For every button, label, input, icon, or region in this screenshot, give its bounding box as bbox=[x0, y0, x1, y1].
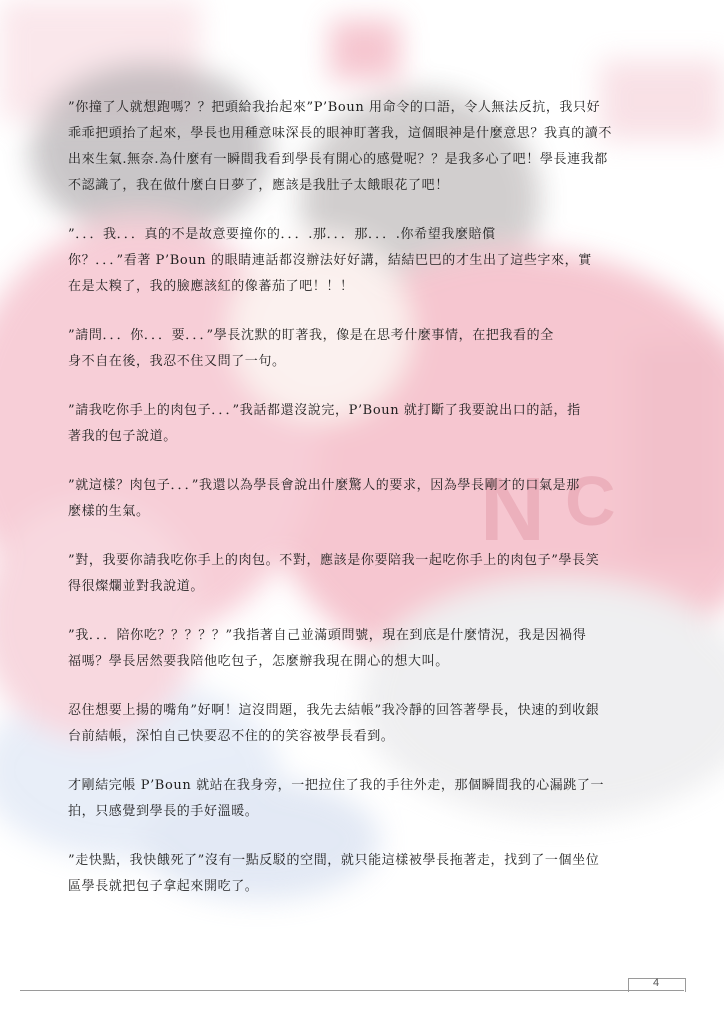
paragraph-3 bbox=[68, 323, 658, 375]
text-line: ”你撞了人就想跑嗎？？把頭給我抬起來”P’Boun 用命令的口語，令人無法反抗，我只好 bbox=[68, 100, 601, 115]
text-line: ”對，我要你請我吃你手上的肉包。不對，應該是你要陪我一起吃你手上的肉包子”學長笑 bbox=[68, 553, 600, 568]
text-line: 才剛結完帳 P’Boun 就站在我身旁，一把拉住了我的手往外走，那個瞬間我的心漏跳了一 bbox=[68, 778, 605, 793]
paragraph-9 bbox=[68, 773, 658, 825]
paragraph-8 bbox=[68, 698, 658, 750]
paragraph-4 bbox=[68, 398, 658, 450]
text-line: 著我的包子說道。 bbox=[68, 429, 177, 444]
paragraph-1 bbox=[68, 95, 658, 199]
text-line: ”請問．．．你．．．要．．．”學長沈默的盯著我，像是在思考什麼事情，在把我看的全 bbox=[68, 328, 554, 343]
text-line: 乖乖把頭抬了起來，學長也用種意味深長的眼神盯著我，這個眼神是什麼意思？我真的讀不 bbox=[68, 126, 613, 141]
text-line: 麼樣的生氣。 bbox=[68, 504, 150, 519]
text-line: ”我．．．陪你吃？？？？？”我指著自己並滿頭問號，現在到底是什麼情況，我是因禍得 bbox=[68, 628, 587, 643]
text-line: 拍，只感覺到學長的手好溫暖。 bbox=[68, 804, 259, 819]
text-line: 在是太糗了，我的臉應該紅的像蕃茄了吧！！！ bbox=[68, 279, 354, 294]
text-line: ”走快點，我快餓死了”沒有一點反駁的空間，就只能這樣被學長拖著走，找到了一個坐位 bbox=[68, 853, 600, 868]
text-line: 出來生氣.無奈.為什麼有一瞬間我看到學長有開心的感覺呢？？是我多心了吧！學長連我都 bbox=[68, 152, 608, 167]
document-body bbox=[68, 95, 658, 923]
page-number: 4 bbox=[652, 977, 660, 989]
text-line: ”就這樣？肉包子．．．”我還以為學長會說出什麼驚人的要求，因為學長剛才的口氣是那 bbox=[68, 478, 580, 493]
paragraph-2 bbox=[68, 222, 658, 300]
paragraph-5 bbox=[68, 473, 658, 525]
text-line: 你？．．．”看著 P’Boun 的眼睛連話都沒辦法好好講，結結巴巴的才生出了這些字來，實 bbox=[68, 253, 592, 268]
text-line: 得很燦爛並對我說道。 bbox=[68, 579, 205, 594]
text-line: 忍住想要上揚的嘴角”好啊！這沒問題，我先去結帳”我冷靜的回答著學長，快速的到收銀 bbox=[68, 703, 600, 718]
hoodie-print: N bbox=[480, 460, 545, 560]
text-line: ”．．．我．．．真的不是故意要撞你的．．．.那．．．那．．．.你希望我麼賠償 bbox=[68, 227, 496, 242]
text-line: 不認識了，我在做什麼白日夢了，應該是我肚子太餓眼花了吧！ bbox=[68, 178, 449, 193]
text-line: 身不自在後，我忍不住又問了一句。 bbox=[68, 354, 286, 369]
paragraph-7 bbox=[68, 623, 658, 675]
paragraph-10 bbox=[68, 848, 658, 900]
text-line: ”請我吃你手上的肉包子．．．”我話都還沒說完，P’Boun 就打斷了我要說出口的話，指 bbox=[68, 403, 581, 418]
footer-divider bbox=[20, 990, 684, 991]
text-line: 福嗎？學長居然要我陪他吃包子，怎麼辦我現在開心的想大叫。 bbox=[68, 654, 449, 669]
text-line: 台前結帳，深怕自己快要忍不住的的笑容被學長看到。 bbox=[68, 729, 395, 744]
text-line: 區學長就把包子拿起來開吃了。 bbox=[68, 879, 259, 894]
hoodie-print: C bbox=[565, 462, 616, 540]
paragraph-6 bbox=[68, 548, 658, 600]
